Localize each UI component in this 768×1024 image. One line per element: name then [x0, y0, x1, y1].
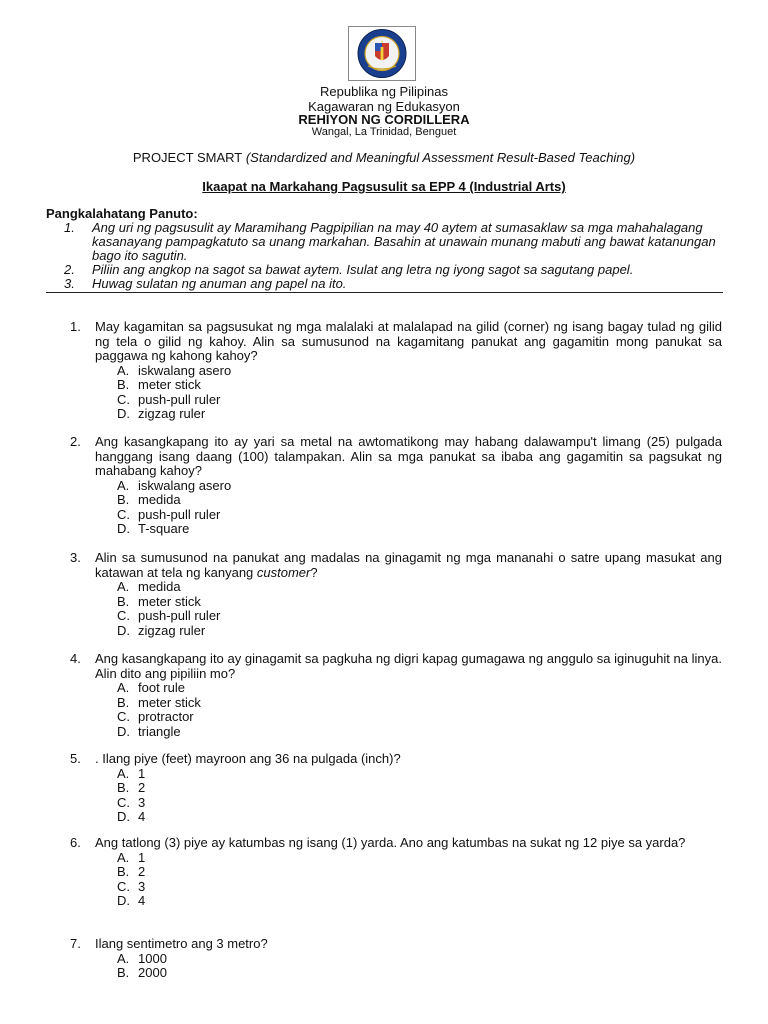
option-a: A. iskwalang asero	[117, 362, 232, 378]
option-c: C. protractor	[117, 709, 194, 724]
exam-title: Ikaapat na Markahang Pagsusulit sa EPP 4 (Industrial Arts)	[202, 179, 566, 194]
question-4	[70, 652, 722, 739]
question-text: Ang tatlong (3) piye ay katumbas ng isang (1) yarda. Ano ang katumbas na sukat ng 12 piye sa yarda?	[95, 835, 686, 850]
republic-line: Republika ng Pilipinas	[320, 84, 448, 99]
question-5	[70, 752, 722, 825]
instruction-text: Piliin ang angkop na sagot sa bawat aytem. Isulat ang letra ng iyong sagot sa sagutang papel.	[92, 262, 634, 277]
option-b: B. meter stick	[117, 377, 201, 392]
option-b: B. meter stick	[117, 694, 201, 710]
option-c: C. push-pull ruler	[117, 506, 221, 522]
section-divider	[46, 292, 723, 293]
option-c: C. 3	[117, 794, 146, 810]
instruction-item	[66, 221, 726, 263]
instruction-number: 2.	[64, 262, 75, 277]
project-line	[0, 150, 768, 165]
option-a: A. 1	[117, 849, 146, 865]
option-list	[117, 681, 722, 739]
question-text: Alin sa sumusunod na panukat ang madalas na ginagamit ng mga mananahi o satre upang masukat ang katawan at tela ng kanyang customer?	[95, 550, 722, 580]
option-a: A. foot rule	[117, 680, 185, 695]
question-number: 1.	[70, 319, 81, 334]
question-number: 7.	[70, 936, 81, 951]
option-b: B. 2	[117, 780, 146, 795]
option-list	[117, 952, 722, 981]
option-a: A. 1	[117, 765, 146, 781]
option-b: B. meter stick	[117, 593, 201, 609]
question-number: 2.	[70, 434, 81, 449]
question-number: 4.	[70, 651, 81, 666]
department-line: Kagawaran ng Edukasyon	[308, 99, 460, 114]
question-6	[70, 836, 722, 909]
option-b: B. medida	[117, 492, 181, 507]
question-number: 5.	[70, 751, 81, 766]
option-list	[117, 851, 722, 909]
option-b: B. 2000	[117, 965, 167, 980]
region-line: REHIYON NG CORDILLERA	[298, 112, 470, 127]
option-list	[117, 767, 722, 825]
question-number: 6.	[70, 835, 81, 850]
emphasis-word: customer	[256, 564, 311, 580]
question-text: . Ilang piye (feet) mayroon ang 36 na pulgada (inch)?	[95, 751, 401, 766]
option-list	[117, 580, 722, 638]
project-full-name: (Standardized and Meaningful Assessment Result-Based Teaching)	[245, 150, 636, 165]
instruction-text: Ang uri ng pagsusulit ay Maramihang Pagpipilian na may 40 aytem at sumasaklaw sa mga mahahalagang kasanayang pampagkatuto sa unang markahan. Basahin at unawain munang mabuti ang bawat katanungan bago ito sagutin.	[92, 220, 716, 263]
question-text: Ilang sentimetro ang 3 metro?	[95, 936, 268, 951]
question-7	[70, 937, 722, 981]
option-list	[117, 364, 722, 422]
option-list	[117, 479, 722, 537]
question-number: 3.	[70, 550, 81, 565]
option-a: A. medida	[117, 579, 181, 594]
question-text: Ang kasangkapang ito ay ginagamit sa pagkuha ng digri kapag gumagawa ng anggulo sa iginuguhit na linya. Alin dito ang pipiliin mo?	[95, 651, 722, 681]
option-c: C. push-pull ruler	[117, 608, 221, 623]
address-line: Wangal, La Trinidad, Benguet	[311, 126, 457, 138]
instructions-title: Pangkalahatang Panuto:	[46, 206, 198, 221]
option-c: C. 3	[117, 878, 146, 894]
option-d: D. zigzag ruler	[117, 622, 206, 638]
question-1	[70, 320, 722, 422]
instruction-text: Huwag sulatan ng anuman ang papel na ito.	[92, 276, 347, 291]
question-3	[70, 551, 722, 638]
deped-seal	[348, 26, 416, 81]
option-d: D. triangle	[117, 723, 181, 739]
option-a: A. 1000	[117, 950, 167, 966]
question-2	[70, 435, 722, 537]
instruction-item	[66, 277, 726, 291]
option-d: D. 4	[117, 809, 146, 824]
option-d: D. 4	[117, 893, 146, 908]
option-d: D. T-square	[117, 521, 190, 536]
option-d: D. zigzag ruler	[117, 406, 206, 421]
project-name: PROJECT SMART	[132, 150, 243, 165]
question-text: Ang kasangkapang ito ay yari sa metal na awtomatikong may habang dalawampu't limang (25) pulgada hanggang isang daang (100) talampakan. Alin sa mga panukat sa ibaba ang gagamitin sa pagsukat ng mahabang kahoy?	[95, 434, 722, 478]
instruction-number: 3.	[64, 276, 75, 291]
question-text: May kagamitan sa pagsusukat ng mga malalaki at malalapad na gilid (corner) ng isang bagay tulad ng gilid ng tela o gilid ng kahoy. Alin sa sumusunod na kagamitang panukat ang gagamitin mong panukat sa paggawa ng kahong kahoy?	[95, 319, 722, 363]
instruction-number: 1.	[64, 220, 75, 235]
instruction-item	[66, 263, 726, 277]
option-b: B. 2	[117, 864, 146, 879]
option-a: A. iskwalang asero	[117, 477, 232, 493]
option-c: C. push-pull ruler	[117, 391, 221, 407]
